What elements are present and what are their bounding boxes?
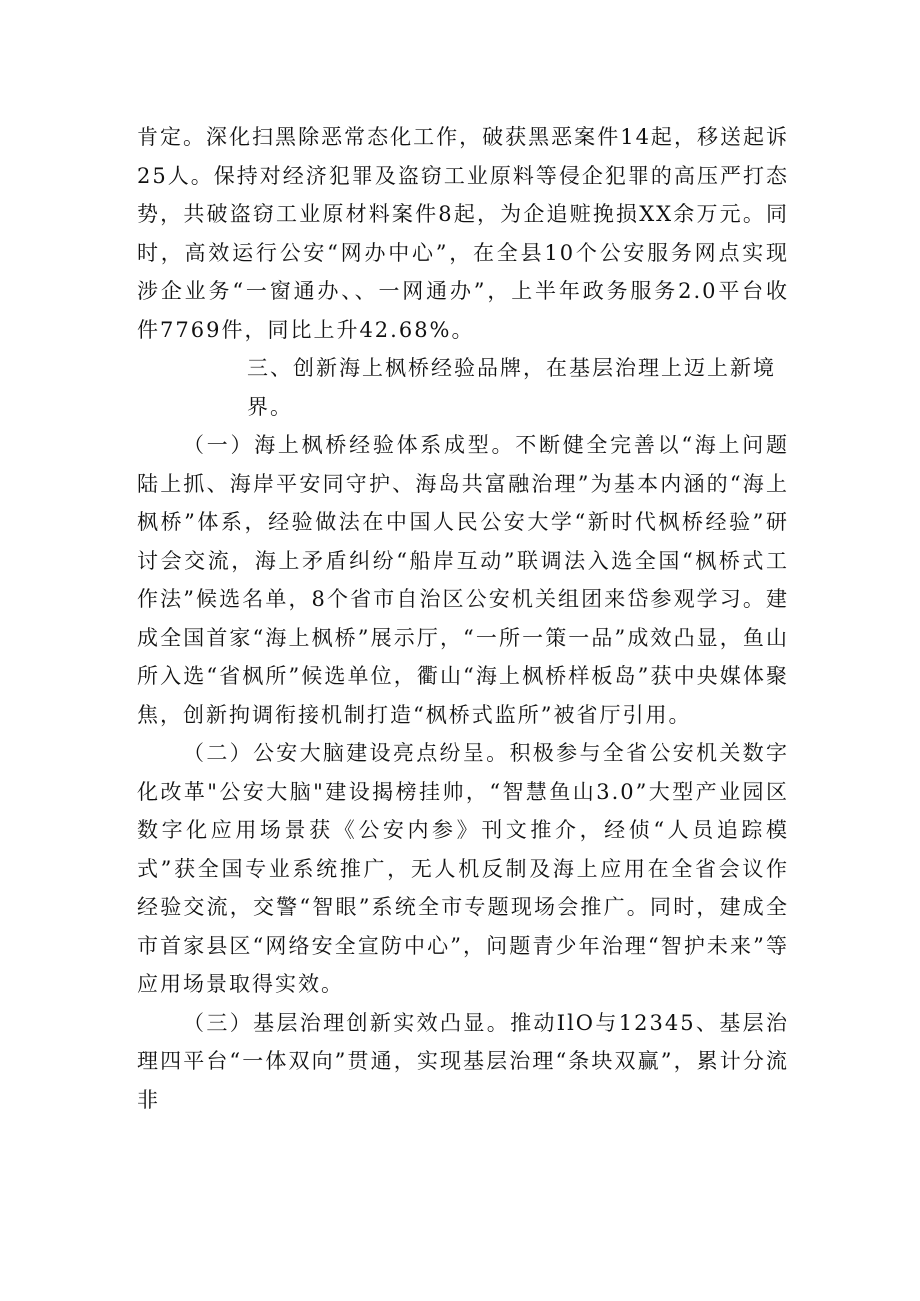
paragraph-maritime-fengqiao: （一）海上枫桥经验体系成型。不断健全完善以“海上问题陆上抓、海岸平安同守护、海岛共富融治理”为基本内涵的“海上枫桥”体系，经验做法在中国人民公安大学“新时代枫桥经验”研讨会交流，海上矛盾纠纷“船岸互动”联调法入选全国“枫桥式工作法”候选名单，8个省市自治区公安机关组团来岱参观学习。建成全国首家“海上枫桥”展示厅，“一所一策一品”成效凸显，鱼山所入选“省枫所”候选单位，衢山“海上枫桥样板岛”获中央媒体聚焦，创新拘调衔接机制打造“枫桥式监所”被省厅引用。 [137,433,789,727]
paragraph-grassroots-governance: （三）基层治理创新实效凸显。推动IlO与12345、基层治理四平台“一体双向”贯通，实现基层治理“条块双赢”，累计分流非 [137,1010,789,1112]
paragraph-police-brain: （二）公安大脑建设亮点纷呈。积极参与全省公安机关数字化改革"公安大脑"建设揭榜挂帅，“智慧鱼山3.0”大型产业园区数字化应用场景获《公安内参》刊文推介，经侦“人员追踪模式”获全国专业系统推广，无人机反制及海上应用在全省会议作经验交流，交警“智眼”系统全市专题现场会推广。同时，建成全市首家县区“网络安全宣防中心”，问题青少年治理“智护未来”等应用场景取得实效。 [137,741,789,996]
document-body [137,118,789,1119]
paragraph-business-environment: 肯定。深化扫黑除恶常态化工作，破获黑恶案件14起，移送起诉25人。保持对经济犯罪及盗窃工业原料等侵企犯罪的高压严打态势，共破盗窃工业原材料案件8起，为企追赃挽损XX余万元。同时，高效运行公安“网办中心”，在全县10个公安服务网点实现涉企业务“一窗通办、、一网通办”，上半年政务服务2.0平台收件7769件，同比上升42.68%。 [137,125,789,342]
section-heading-three: 三、创新海上枫桥经验品牌，在基层治理上迈上新境界。 [247,356,776,419]
